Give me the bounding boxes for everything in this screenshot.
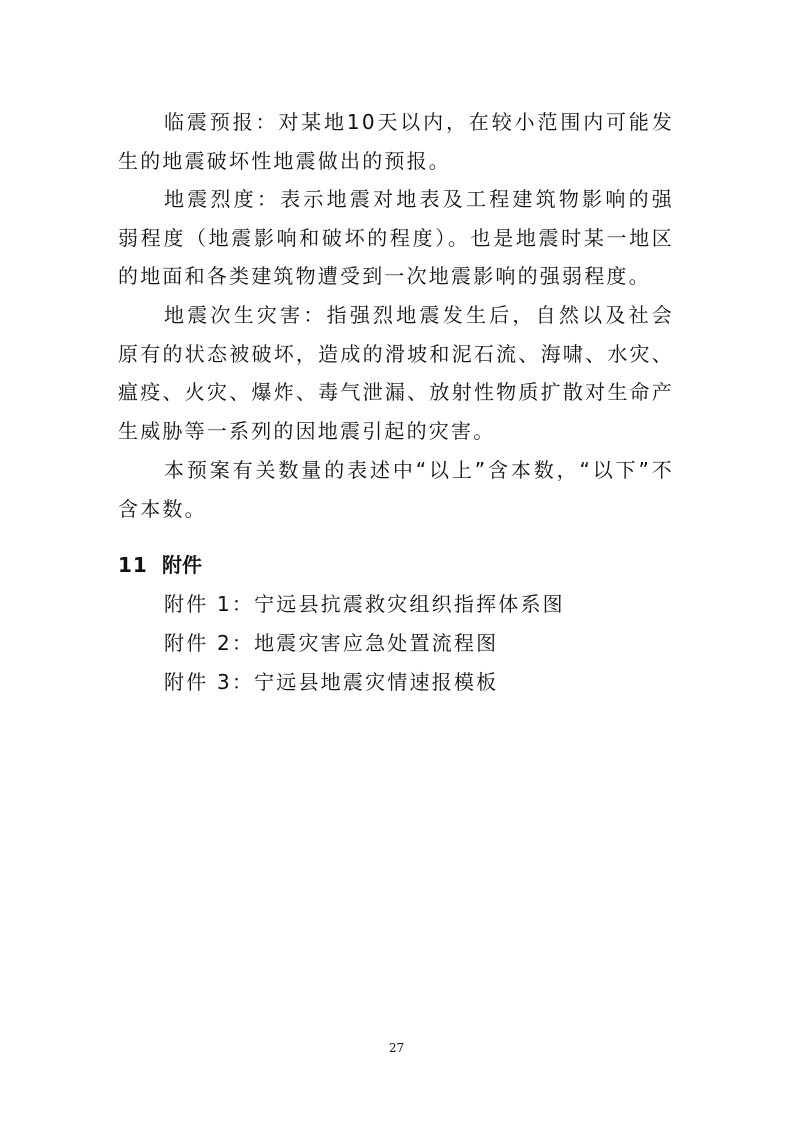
- section-number: 11: [118, 553, 148, 577]
- paragraph-imminent-forecast: 临震预报：对某地10天以内，在较小范围内可能发生的地震破坏性地震做出的预报。: [118, 110, 674, 173]
- paragraph-secondary-disasters: 地震次生灾害：指强烈地震发生后，自然以及社会原有的状态被破坏，造成的滑坡和泥石流、海啸、水灾、瘟疫、火灾、爆炸、毒气泄漏、放射性物质扩散对生命产生威胁等一系列的因地震引起的灾害。: [118, 303, 674, 443]
- section-heading: [118, 546, 202, 584]
- page-number: 27: [388, 1041, 405, 1055]
- section-title: 附件: [162, 553, 202, 577]
- attachment-item: 附件 1：宁远县抗震救灾组织指挥体系图: [164, 592, 565, 616]
- attachment-item: 附件 2：地震灾害应急处置流程图: [164, 631, 499, 655]
- attachment-item: 附件 3：宁远县地震灾情速报模板: [164, 670, 499, 694]
- paragraph-quantity-expressions: 本预案有关数量的表述中“以上”含本数，“以下”不含本数。: [118, 458, 674, 521]
- paragraph-seismic-intensity: 地震烈度：表示地震对地表及工程建筑物影响的强弱程度（地震影响和破坏的程度）。也是地震时某一地区的地面和各类建筑物遭受到一次地震影响的强弱程度。: [118, 187, 674, 288]
